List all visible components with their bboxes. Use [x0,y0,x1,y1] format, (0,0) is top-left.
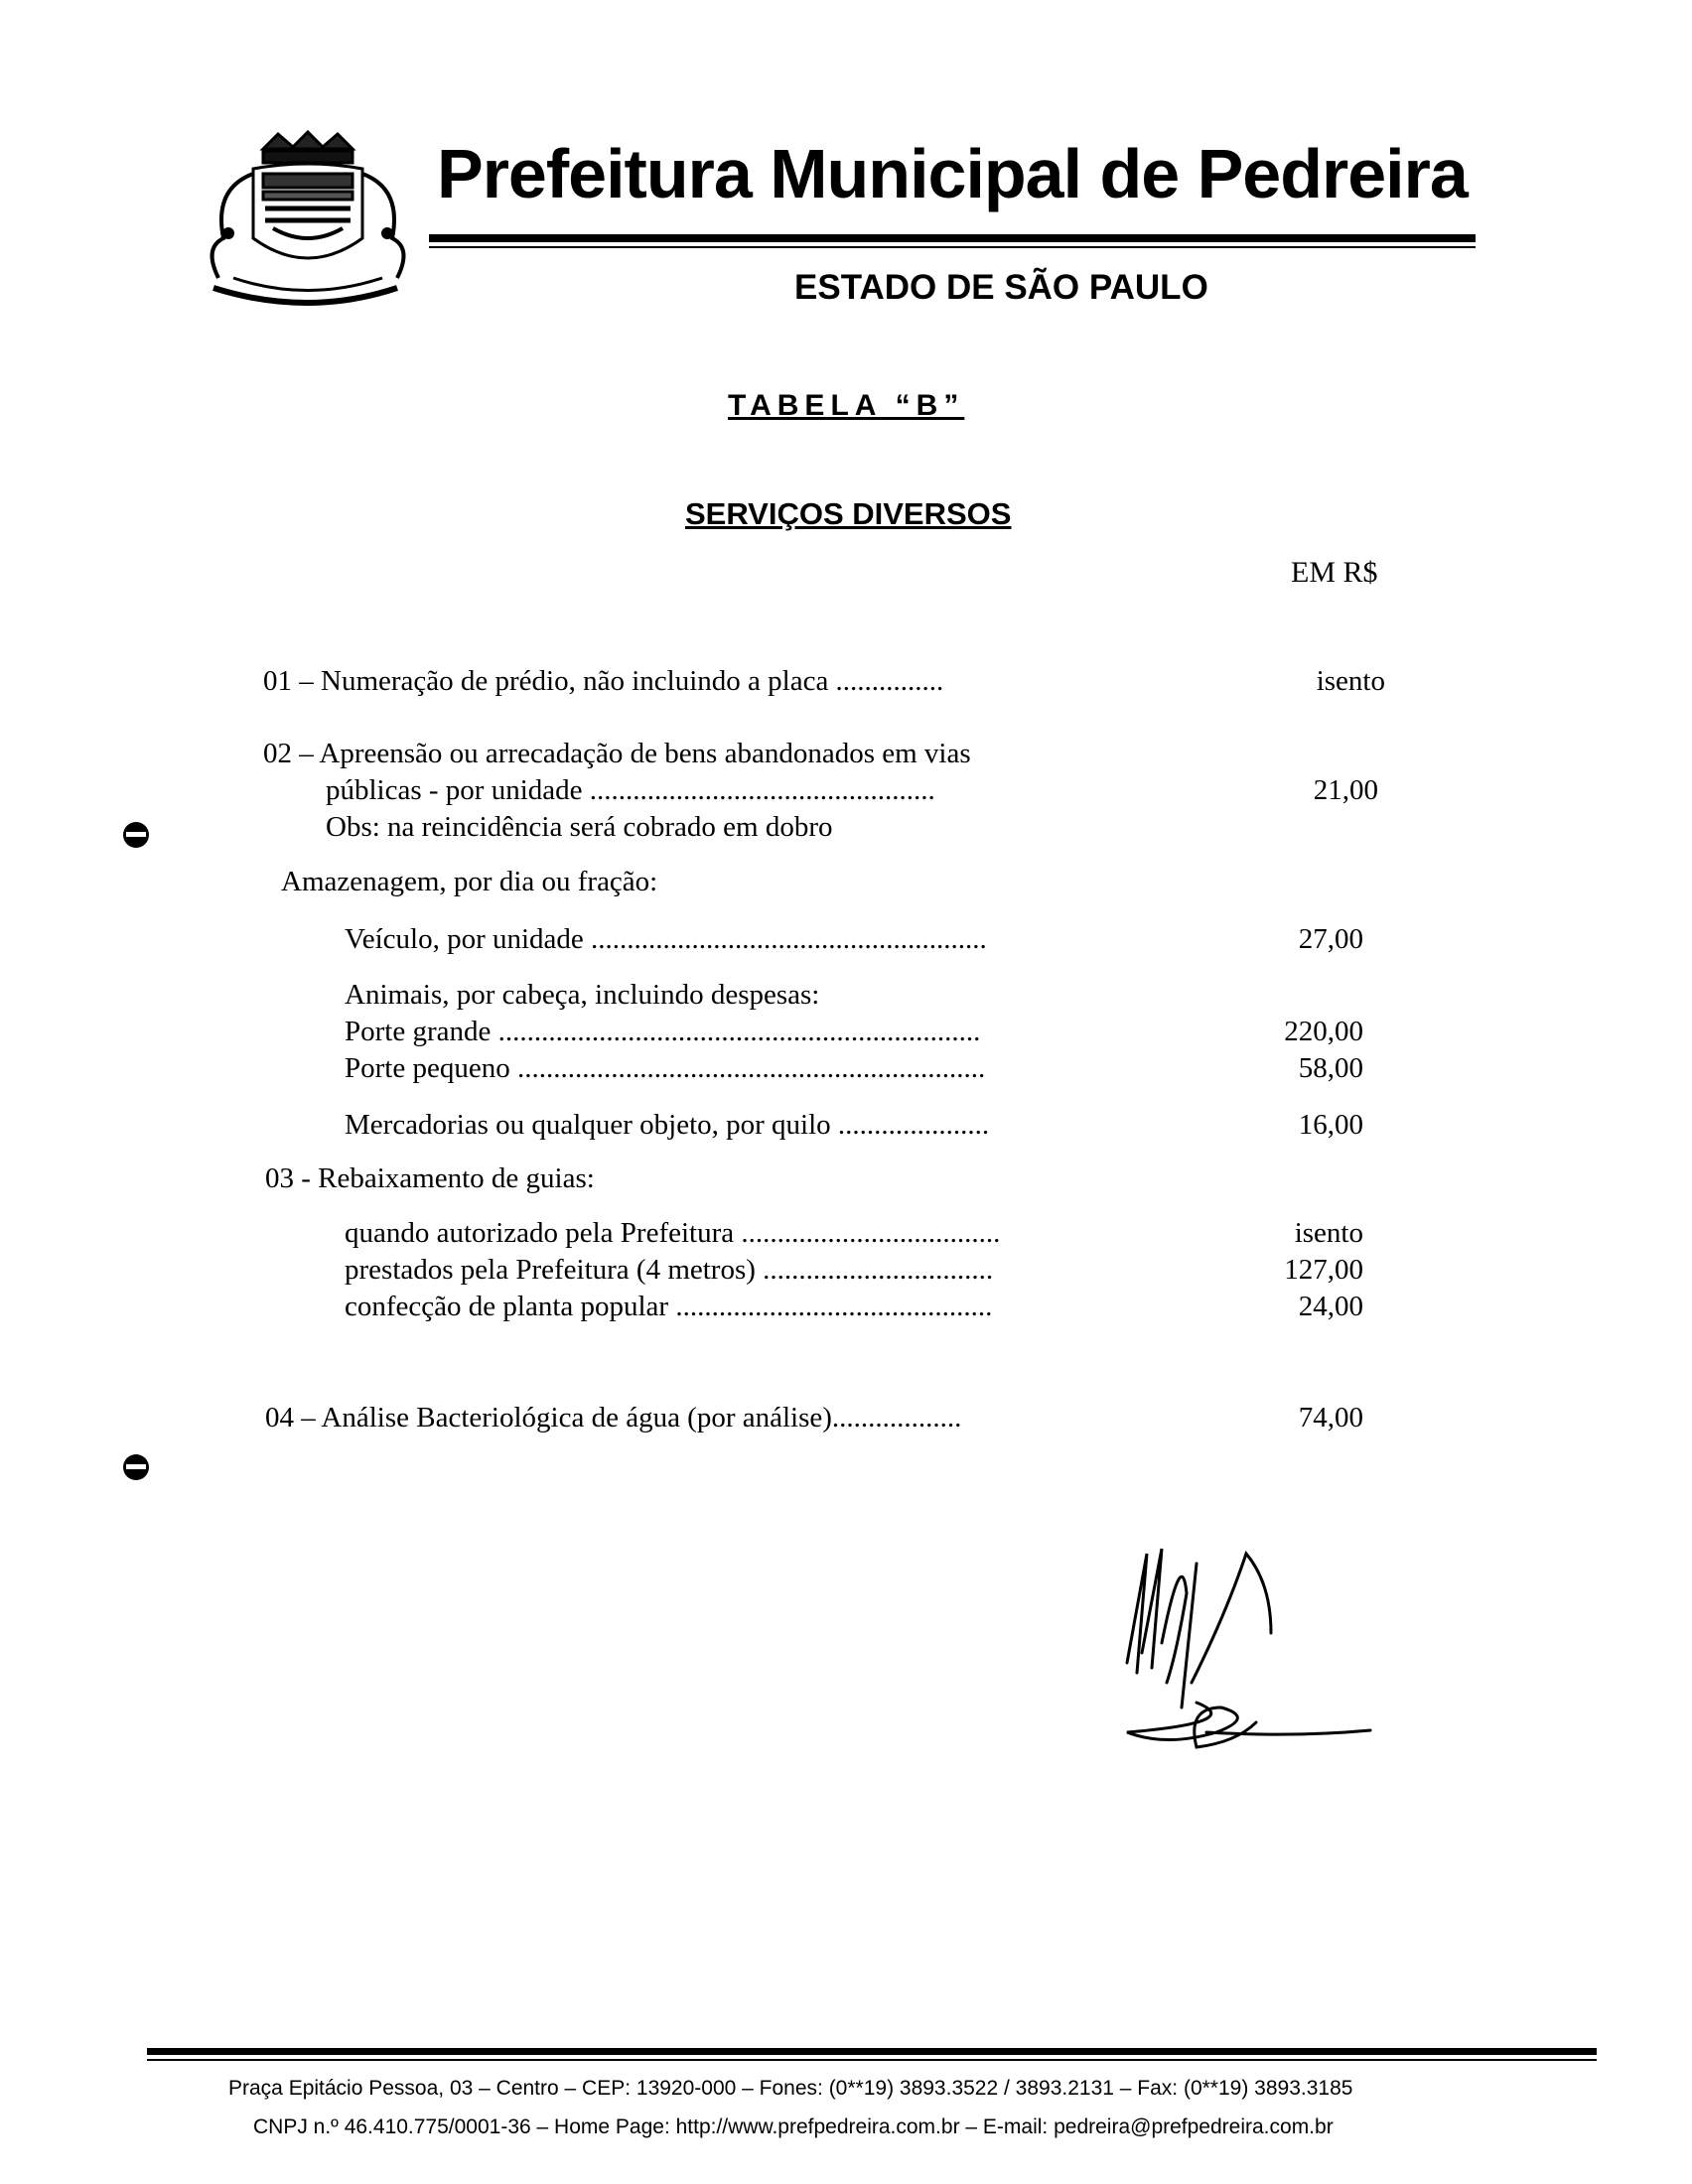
provided-value: 127,00 [1284,1254,1363,1286]
footer-divider-thin [147,2059,1597,2061]
large-animal-label: Porte grande ................................................................... [345,1016,981,1047]
footer-divider [147,2048,1597,2055]
large-animal-value: 220,00 [1284,1016,1363,1047]
footer-contact: CNPJ n.º 46.410.775/0001-36 – Home Page: http://www.prefpedreira.com.br – E-mail: pedreira@prefpedreira.com.br [253,2116,1334,2138]
footer-address: Praça Epitácio Pessoa, 03 – Centro – CEP: 13920-000 – Fones: (0**19) 3893.3522 / 3893.2131 – Fax: (0**19) 3893.3185 [228,2077,1353,2100]
header-divider-thin [429,246,1476,248]
provided-label: prestados pela Prefeitura (4 metros) ................................ [345,1254,994,1286]
authorized-value: isento [1294,1217,1363,1249]
item-01-label: 01 – Numeração de prédio, não incluindo a placa ............... [263,665,944,697]
municipal-crest-icon [194,129,407,313]
header-divider [429,234,1476,242]
signature [1107,1534,1385,1772]
punch-hole-icon [121,1452,151,1482]
animals-heading: Animais, por cabeça, incluindo despesas: [345,979,820,1011]
item-02-line1: 02 – Apreensão ou arrecadação de bens abandonados em vias [263,738,971,769]
punch-hole-icon [121,820,151,850]
goods-label: Mercadorias ou qualquer objeto, por quilo ..................... [345,1109,990,1141]
item-03-heading: 03 - Rebaixamento de guias: [265,1162,595,1194]
item-02-value: 21,00 [1313,774,1378,806]
item-02-line2: públicas - por unidade ................................................ [326,774,935,806]
page-title: Prefeitura Municipal de Pedreira [437,135,1468,212]
state-subtitle: ESTADO DE SÃO PAULO [794,268,1208,307]
storage-heading: Amazenagem, por dia ou fração: [281,866,658,897]
plan-label: confecção de planta popular ............................................ [345,1291,993,1322]
item-02-note: Obs: na reincidência será cobrado em dobro [326,811,833,843]
small-animal-value: 58,00 [1298,1052,1363,1084]
item-04-value: 74,00 [1298,1402,1363,1433]
plan-value: 24,00 [1298,1291,1363,1322]
authorized-label: quando autorizado pela Prefeitura .................................... [345,1217,1001,1249]
vehicle-label: Veículo, por unidade ....................................................... [345,923,987,955]
vehicle-value: 27,00 [1298,923,1363,955]
currency-label: EM R$ [1291,556,1378,589]
table-title: TABELA “B” [728,389,965,422]
section-title: SERVIÇOS DIVERSOS [685,496,1012,531]
small-animal-label: Porte pequeno ................................................................. [345,1052,986,1084]
item-04-label: 04 – Análise Bacteriológica de água (por análise).................. [265,1402,962,1433]
goods-value: 16,00 [1298,1109,1363,1141]
item-01-value: isento [1316,665,1385,697]
